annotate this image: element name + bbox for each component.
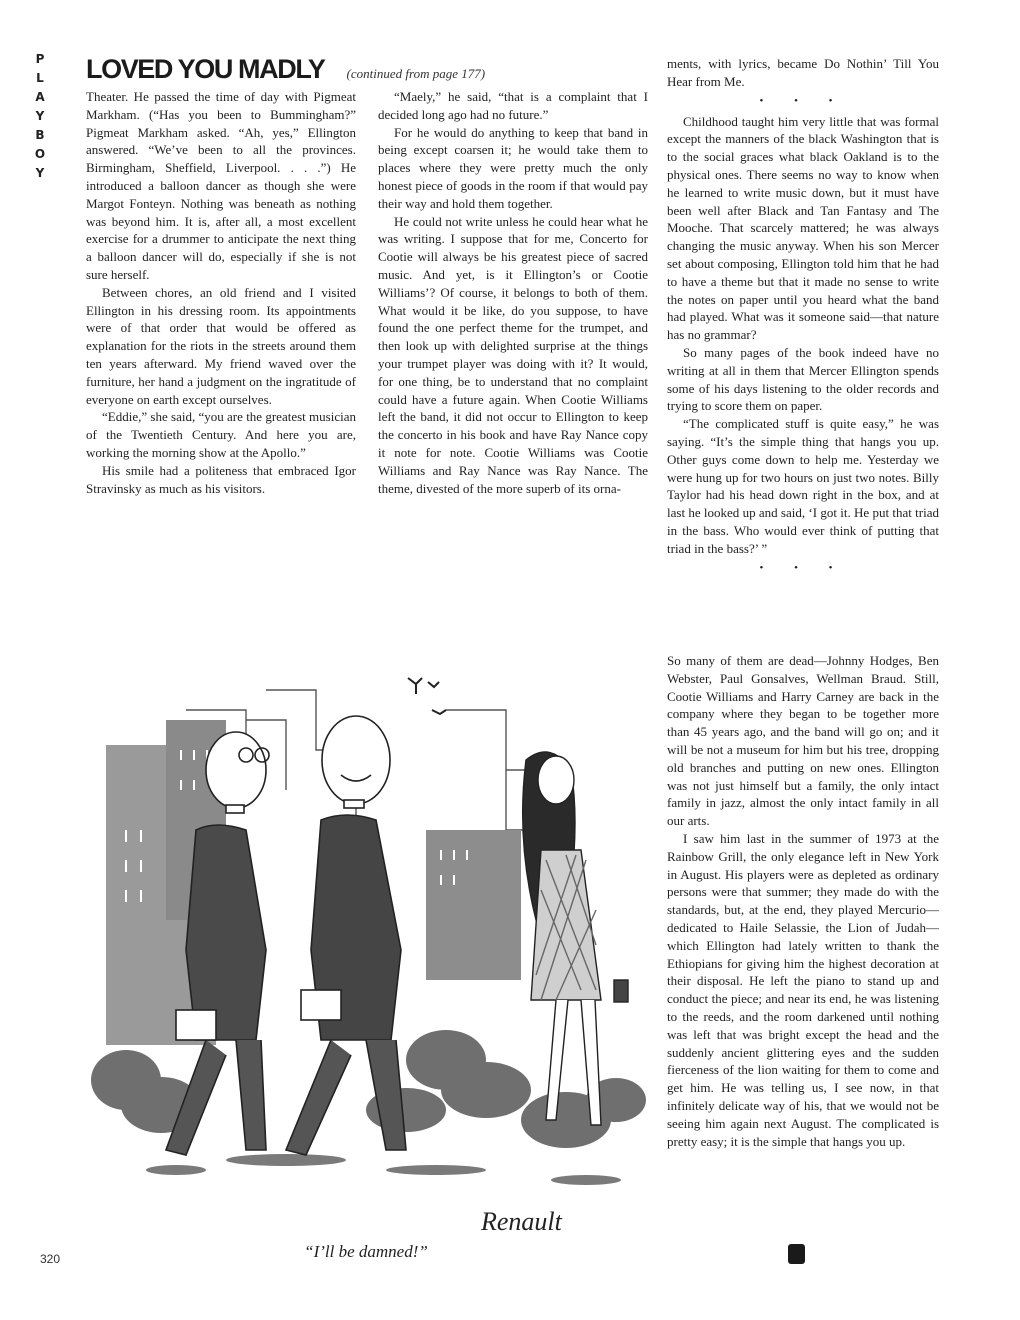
woman-figure: [523, 752, 628, 1125]
text-column-3: [667, 55, 939, 580]
text-column-2: [378, 88, 648, 497]
paragraph: He could not write unless he could hear what he was writing. I suppose that for me, Concerto for Cootie will always be his greatest piece of sacred music. And yet, is it Ellington’s or Cootie Williams’? Of course, it belongs to both of them. What would it be like, do you suppose, to have found the one perfect theme for the trumpet, and then look up with delighted surprise at the things your trumpet player was doing with it? It would, for one thing, be to understand that no complaint could have a future again. When Cootie Williams left the band, it did not occur to Ellington to keep the concerto in his book and have Ray Nance copy it note for note. Cootie Williams was Cootie Williams and Ray Nance was Ray Nance. The theme, divested of the more superb of its orna-: [378, 213, 648, 496]
section-break: • • •: [759, 94, 847, 107]
paragraph: So many pages of the book indeed have no writing at all in them that Mercer Ellington spends some of his days listening to the older records and trying to score them on paper.: [667, 344, 939, 414]
paragraph: ments, with lyrics, became Do Nothin’ Till You Hear from Me.: [667, 56, 939, 89]
paragraph: Between chores, an old friend and I visited Ellington in his dressing room. Its appointments were of that order that would be offered as explanation for the riots in the streets around them ten years afterward. My friend waved over the furniture, her hand a judgment on the ingratitude of everyone on earth except ourselves.: [86, 284, 356, 407]
magazine-label-text: [30, 50, 50, 183]
priest-right: [286, 716, 406, 1155]
birds-icon: [408, 678, 446, 714]
paragraph: I saw him last in the summer of 1973 at the Rainbow Grill, the only elegance left in New York in August. His players were as depleted as ordinary persons were that summer; they made do with the standards, but, at the end, they played Mercurio—dedicated to Haile Selassie, the Lion of Judah—which Ellington had lately written to thank the Ethiopians for giving him the highest decoration at their disposal. He left the piano to stand up and conduct the piece; and near its end, he was listening to the reeds, and the room darkened until nothing was left that was bright except the head and the suddenly ancient glittering eyes and the sudden fierceness of the lion waiting for them to come and get him. He was telling us, I see now, in that infinitely delicate way of his, that we would not be seeing him again next August. The complicated is pretty easy; it is the simple that hangs you up.: [667, 830, 939, 1149]
magazine-label: [30, 50, 50, 183]
magazine-label-letter: B: [35, 128, 45, 142]
magazine-label-letter: L: [36, 71, 44, 85]
magazine-label-letter: Y: [35, 109, 45, 123]
magazine-label-letter: P: [35, 52, 45, 66]
ground: [146, 1154, 621, 1185]
end-mark-icon: [788, 1244, 805, 1264]
paragraph: “Eddie,” she said, “you are the greatest musician of the Twentieth Century. And here you are, working the morning show at the Apollo.”: [86, 409, 356, 460]
text-column-1: [86, 88, 356, 497]
paragraph: Childhood taught him very little that was formal except the manners of the black Washington that is to the social graces what black Oakland is to the physical ones. There seems no way to know when he learned to write music down, but it must have been well after Black and Tan Fantasy and The Mooche. That scarcely mattered; he was always changing the music anyway. When his son Mercer set about composing, Ellington told him that he had to have a theme but that it made no sense to write the notes on paper until you heard what the band had played. What was it someone said—that nature has no grammar?: [667, 113, 939, 343]
paragraph: For he would do anything to keep that band in being except coarsen it; he would take them to places where they were pretty much the only honest piece of goods in the room if that would pay their way and hold them together.: [378, 124, 648, 211]
paragraph: His smile had a politeness that embraced Igor Stravinsky as much as his visitors.: [86, 462, 356, 496]
paragraph: Theater. He passed the time of day with Pigmeat Markham. (“Has you been to Bummingham?” Pigmeat Markham asked. “Ah, yes,” Ellington answered. “We’ve been to all the provinces. Birmingham, Sheffield, Liverpool. . . .”) He introduced a balloon dancer as though she were Margot Fonteyn. Nothing was beneath as nothing was beyond him. It is, after all, a most excellent exercise for a drummer to anticipate the next thing a balloon dancer will do, especially if she is not sure herself.: [86, 89, 356, 282]
magazine-label-letter: O: [34, 147, 46, 161]
cartoon-caption: “I’ll be damned!”: [304, 1242, 428, 1261]
paragraph: “The complicated stuff is quite easy,” he was saying. “It’s the simple thing that hangs you up. Other guys come down to help me. Yesterday we were hung up for two hours on just two notes. Billy Taylor had his head down right in the box, and at last he looked up and said, ‘I got it. He put that triad in the bass. Who would ever think of putting that triad in the bass?’ ”: [667, 416, 939, 556]
section-break: • • •: [759, 561, 847, 574]
cartoon-illustration: [86, 650, 646, 1245]
article-title: LOVED YOU MADLY: [86, 54, 325, 84]
continued-note: (continued from page 177): [346, 66, 486, 81]
article-header: [86, 54, 485, 88]
paragraph: So many of them are dead—Johnny Hodges, Ben Webster, Paul Gonsalves, Wellman Braud. Still, Cootie Williams and Harry Carney are back in the company where they began to be together more than 45 years ago, and the band will go on; and it will be not a museum for him but his tree, dropping old branches and putting on new ones. Ellington was not just himself but a family, the only intact family in jazz, almost the only intact family in all our arts.: [667, 653, 939, 829]
magazine-label-letter: A: [35, 90, 45, 104]
magazine-label-letter: Y: [35, 166, 45, 180]
page-number: 320: [40, 1252, 61, 1266]
text-column-3-continued: [667, 652, 939, 1150]
paragraph: “Maely,” he said, “that is a complaint that I decided long ago had no future.”: [378, 89, 648, 122]
artist-signature: Renault: [481, 1207, 562, 1236]
